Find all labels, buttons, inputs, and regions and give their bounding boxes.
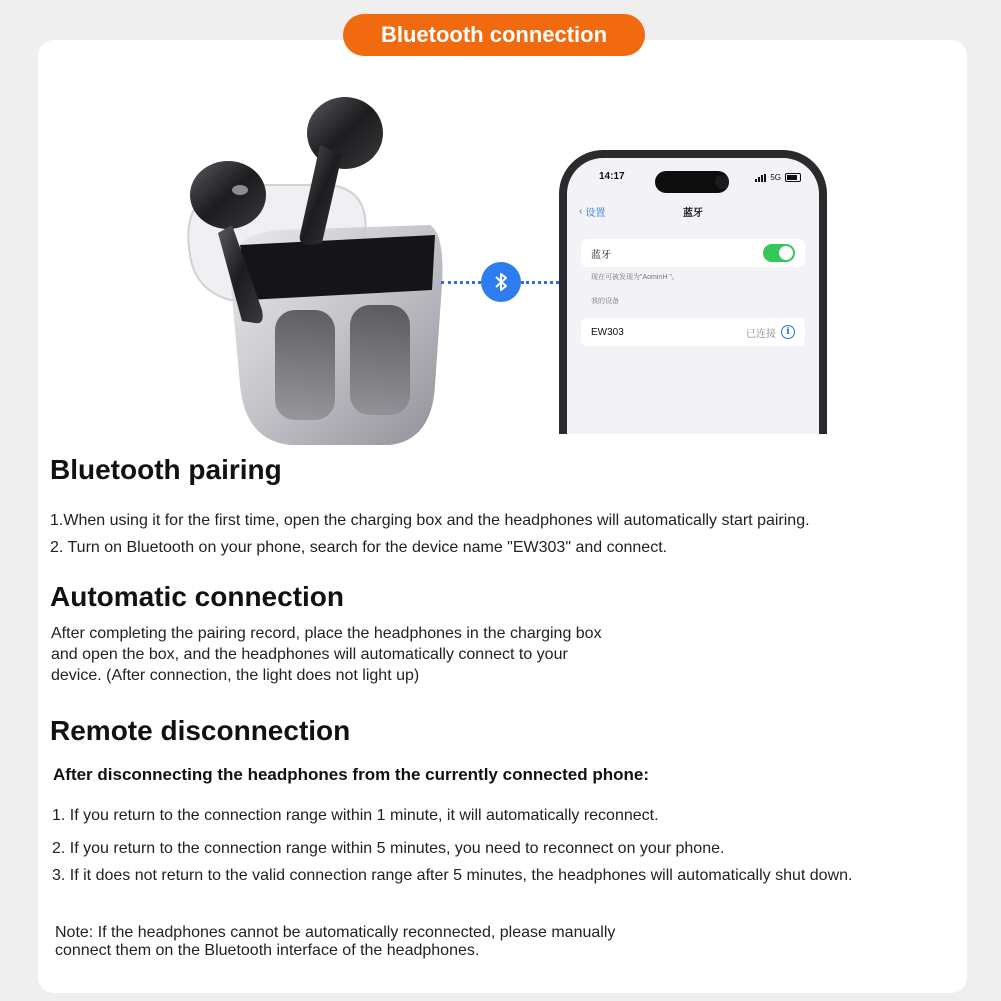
pairing-step-2: 2. Turn on Bluetooth on your phone, search for the device name "EW303" and connect. (50, 539, 668, 556)
pairing-step-1: 1.When using it for the first time, open the charging box and the headphones will automatically start pairing. (50, 512, 810, 529)
auto-line-2: and open the box, and the headphones will automatically connect to your (51, 646, 568, 663)
back-label: 设置 (585, 208, 606, 219)
remote-item-2: 2. If you return to the connection range within 5 minutes, you need to reconnect on your phone. (52, 840, 725, 857)
device-name: EW303 (591, 326, 624, 338)
device-status: 已连接 (746, 328, 776, 340)
status-time: 14:17 (599, 171, 625, 182)
bluetooth-icon (481, 262, 521, 302)
chevron-left-icon: ‹ (579, 206, 583, 217)
bluetooth-label: 蓝牙 (591, 249, 611, 261)
device-row[interactable] (581, 318, 805, 346)
my-devices-header: 我的设备 (591, 298, 619, 305)
discoverable-hint: 现在可被发现为"AominH "。 (591, 274, 679, 281)
auto-line-3: device. (After connection, the light does not light up) (51, 667, 420, 684)
camera-icon (715, 175, 729, 189)
phone-screen (567, 158, 819, 450)
bluetooth-toggle-row (581, 239, 805, 267)
status-bar (755, 173, 801, 182)
connection-dots-right (521, 281, 559, 288)
phone-mockup (559, 150, 827, 450)
connection-dots-left (441, 281, 481, 288)
pairing-title: Bluetooth pairing (50, 454, 282, 485)
note-line-1: Note: If the headphones cannot be automatically reconnected, please manually (55, 924, 616, 941)
remote-item-1: 1. If you return to the connection range within 1 minute, it will automatically reconnect. (52, 807, 659, 824)
note-line-2: connect them on the Bluetooth interface of the headphones. (55, 942, 480, 959)
remote-item-3: 3. If it does not return to the valid connection range after 5 minutes, the headphones will automatically shut down. (52, 867, 853, 884)
remote-subtitle: After disconnecting the headphones from the currently connected phone: (53, 765, 650, 784)
network-label: 5G (770, 173, 781, 182)
auto-line-1: After completing the pairing record, place the headphones in the charging box (51, 625, 602, 642)
remote-title: Remote disconnection (50, 715, 351, 746)
info-icon[interactable]: i (781, 325, 795, 339)
signal-icon (755, 174, 766, 182)
earbuds-case-illustration (170, 85, 450, 455)
phone-crop-mask (559, 434, 839, 464)
header-pill: Bluetooth connection (343, 14, 645, 56)
auto-title: Automatic connection (50, 581, 345, 612)
nav-title: 蓝牙 (683, 208, 703, 219)
bluetooth-toggle[interactable] (763, 244, 795, 262)
device-status-group (746, 325, 795, 340)
battery-icon (785, 173, 801, 182)
